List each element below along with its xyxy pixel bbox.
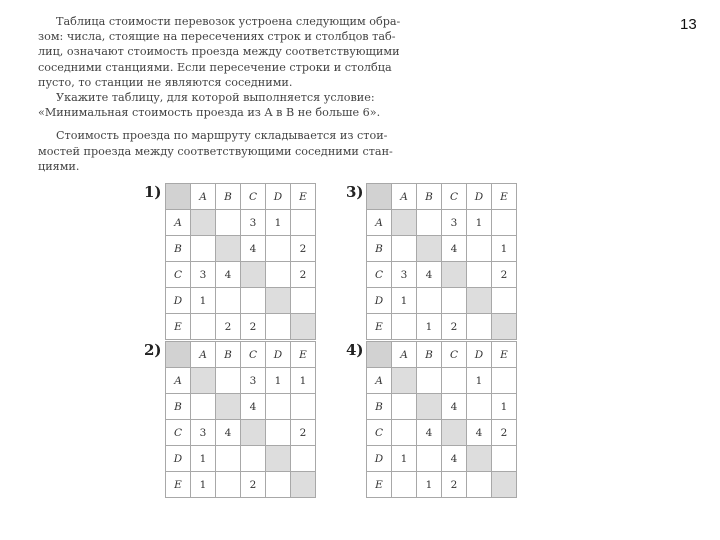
cost-cell (291, 446, 316, 472)
cost-cell (241, 420, 266, 446)
cost-cell: 1 (291, 368, 316, 394)
cost-cell (191, 368, 216, 394)
slide-number: 13 (680, 16, 697, 33)
cost-cell (266, 472, 291, 498)
column-header: D (467, 184, 492, 210)
cost-cell (216, 394, 241, 420)
cost-cell: 2 (216, 314, 241, 340)
cost-cell: 4 (442, 446, 467, 472)
cost-cell (191, 236, 216, 262)
cost-cell: 1 (492, 236, 517, 262)
table-row (367, 472, 517, 498)
row-header: C (367, 420, 392, 446)
column-header: C (442, 342, 467, 368)
cost-cell (216, 288, 241, 314)
column-header: B (216, 342, 241, 368)
row-header: A (367, 368, 392, 394)
cost-cell (492, 472, 517, 498)
cost-cell: 2 (442, 472, 467, 498)
cost-cell: 1 (467, 210, 492, 236)
column-header: E (291, 342, 316, 368)
problem-line: циями. (38, 159, 80, 173)
cost-cell: 4 (241, 394, 266, 420)
row-header: A (166, 210, 191, 236)
cost-cell: 1 (392, 446, 417, 472)
cost-cell (191, 314, 216, 340)
cost-cell (291, 210, 316, 236)
cost-cell: 4 (442, 236, 467, 262)
table-row (367, 262, 517, 288)
problem-line: Таблица стоимости перевозок устроена следующим обра- (56, 15, 401, 28)
cost-cell: 2 (291, 420, 316, 446)
cost-cell: 2 (492, 420, 517, 446)
cost-cell (492, 288, 517, 314)
row-header: D (166, 446, 191, 472)
cost-cell (291, 394, 316, 420)
row-header: A (367, 210, 392, 236)
problem-line: лиц, означают стоимость проезда между соответствующими (38, 45, 400, 59)
row-header: D (166, 288, 191, 314)
row-header: C (367, 262, 392, 288)
cost-cell: 3 (392, 262, 417, 288)
cost-cell: 2 (241, 472, 266, 498)
cost-cell (266, 420, 291, 446)
cost-cell (467, 472, 492, 498)
cost-cell (467, 314, 492, 340)
cost-cell (266, 236, 291, 262)
cost-cell (417, 446, 442, 472)
option-2-label: 2) (144, 341, 162, 359)
table-row (367, 420, 517, 446)
cost-cell (266, 314, 291, 340)
option-1-table (165, 183, 316, 340)
cost-cell (442, 420, 467, 446)
cost-cell: 1 (417, 314, 442, 340)
row-header: B (367, 236, 392, 262)
problem-line: Укажите таблицу, для которой выполняется условие: (56, 91, 375, 105)
cost-cell (241, 288, 266, 314)
cost-cell: 1 (392, 288, 417, 314)
row-header: E (367, 314, 392, 340)
row-header: D (367, 288, 392, 314)
cost-cell (492, 314, 517, 340)
cost-cell (216, 236, 241, 262)
table-row (367, 288, 517, 314)
cost-cell (417, 210, 442, 236)
cost-cell (241, 446, 266, 472)
cost-cell: 3 (241, 210, 266, 236)
cost-cell: 1 (266, 210, 291, 236)
table-row (166, 420, 316, 446)
column-header: D (266, 184, 291, 210)
table-row (367, 314, 517, 340)
cost-cell (291, 472, 316, 498)
row-header: B (367, 394, 392, 420)
option-3-table (366, 183, 517, 340)
row-header: B (166, 394, 191, 420)
column-header: B (417, 342, 442, 368)
column-header: E (492, 184, 517, 210)
cost-cell: 3 (191, 420, 216, 446)
cost-cell (291, 314, 316, 340)
cost-cell (191, 210, 216, 236)
column-header: A (392, 184, 417, 210)
table-row (367, 210, 517, 236)
table-corner (166, 342, 191, 368)
cost-cell: 4 (241, 236, 266, 262)
problem-line: соседними станциями. Если пересечение строки и столбца (38, 60, 392, 74)
table-row (166, 210, 316, 236)
cost-cell (417, 236, 442, 262)
table-row (166, 394, 316, 420)
table-row (166, 288, 316, 314)
column-header: E (291, 184, 316, 210)
column-header: C (442, 184, 467, 210)
column-header: B (417, 184, 442, 210)
table-corner (367, 184, 392, 210)
cost-cell (216, 368, 241, 394)
cost-cell (266, 446, 291, 472)
cost-cell: 4 (417, 420, 442, 446)
cost-cell: 4 (442, 394, 467, 420)
column-header: A (191, 342, 216, 368)
cost-cell (492, 446, 517, 472)
cost-cell: 1 (467, 368, 492, 394)
cost-cell (241, 262, 266, 288)
cost-cell (216, 472, 241, 498)
problem-line: Стоимость проезда по маршруту складывается из стои- (56, 129, 388, 143)
cost-cell (392, 394, 417, 420)
table-row (166, 262, 316, 288)
problem-line: пусто, то станции не являются соседними. (38, 75, 293, 89)
cost-cell (291, 288, 316, 314)
cost-cell: 3 (442, 210, 467, 236)
cost-cell (417, 288, 442, 314)
cost-cell: 4 (216, 420, 241, 446)
cost-cell (266, 394, 291, 420)
cost-cell: 3 (241, 368, 266, 394)
cost-cell (392, 472, 417, 498)
column-header: A (392, 342, 417, 368)
table-row (367, 236, 517, 262)
cost-cell (467, 262, 492, 288)
cost-cell (442, 288, 467, 314)
cost-cell (492, 210, 517, 236)
cost-cell (216, 210, 241, 236)
cost-cell: 2 (291, 236, 316, 262)
cost-cell: 2 (492, 262, 517, 288)
problem-text (38, 14, 428, 174)
cost-cell (417, 394, 442, 420)
cost-cell (392, 368, 417, 394)
row-header: E (166, 314, 191, 340)
column-header: E (492, 342, 517, 368)
table-row (166, 446, 316, 472)
row-header: C (166, 262, 191, 288)
cost-cell: 2 (241, 314, 266, 340)
cost-cell (392, 210, 417, 236)
table-row (367, 394, 517, 420)
option-4-label: 4) (346, 341, 364, 359)
cost-cell: 3 (191, 262, 216, 288)
column-header: D (467, 342, 492, 368)
table-row (367, 446, 517, 472)
cost-cell (442, 262, 467, 288)
table-corner (166, 184, 191, 210)
cost-cell (266, 262, 291, 288)
table-row (166, 368, 316, 394)
option-4-table (366, 341, 517, 498)
table-row (166, 236, 316, 262)
cost-cell (492, 368, 517, 394)
row-header: B (166, 236, 191, 262)
cost-cell: 1 (417, 472, 442, 498)
column-header: A (191, 184, 216, 210)
cost-cell: 1 (191, 472, 216, 498)
table-row (367, 368, 517, 394)
table-corner (367, 342, 392, 368)
cost-cell: 1 (266, 368, 291, 394)
cost-cell (467, 446, 492, 472)
cost-cell: 1 (191, 288, 216, 314)
option-2-table (165, 341, 316, 498)
cost-cell (191, 394, 216, 420)
cost-cell (417, 368, 442, 394)
row-header: D (367, 446, 392, 472)
cost-cell: 1 (492, 394, 517, 420)
table-row (166, 314, 316, 340)
cost-cell: 4 (417, 262, 442, 288)
cost-cell: 4 (216, 262, 241, 288)
column-header: B (216, 184, 241, 210)
cost-cell (392, 314, 417, 340)
row-header: E (367, 472, 392, 498)
option-3-label: 3) (346, 183, 364, 201)
row-header: C (166, 420, 191, 446)
cost-cell (467, 236, 492, 262)
cost-cell: 2 (442, 314, 467, 340)
option-1-label: 1) (144, 183, 162, 201)
row-header: E (166, 472, 191, 498)
column-header: C (241, 342, 266, 368)
cost-cell (266, 288, 291, 314)
problem-line: мостей проезда между соответствующими соседними стан- (38, 144, 393, 158)
cost-cell: 4 (467, 420, 492, 446)
problem-line: зом: числа, стоящие на пересечениях строк и столбцов таб- (38, 30, 396, 44)
cost-cell (392, 236, 417, 262)
cost-cell (467, 394, 492, 420)
cost-cell (442, 368, 467, 394)
column-header: C (241, 184, 266, 210)
cost-cell (216, 446, 241, 472)
cost-cell: 1 (191, 446, 216, 472)
cost-cell (467, 288, 492, 314)
column-header: D (266, 342, 291, 368)
problem-line: «Минимальная стоимость проезда из A в B не больше 6». (38, 106, 381, 120)
cost-cell (392, 420, 417, 446)
row-header: A (166, 368, 191, 394)
table-row (166, 472, 316, 498)
cost-cell: 2 (291, 262, 316, 288)
